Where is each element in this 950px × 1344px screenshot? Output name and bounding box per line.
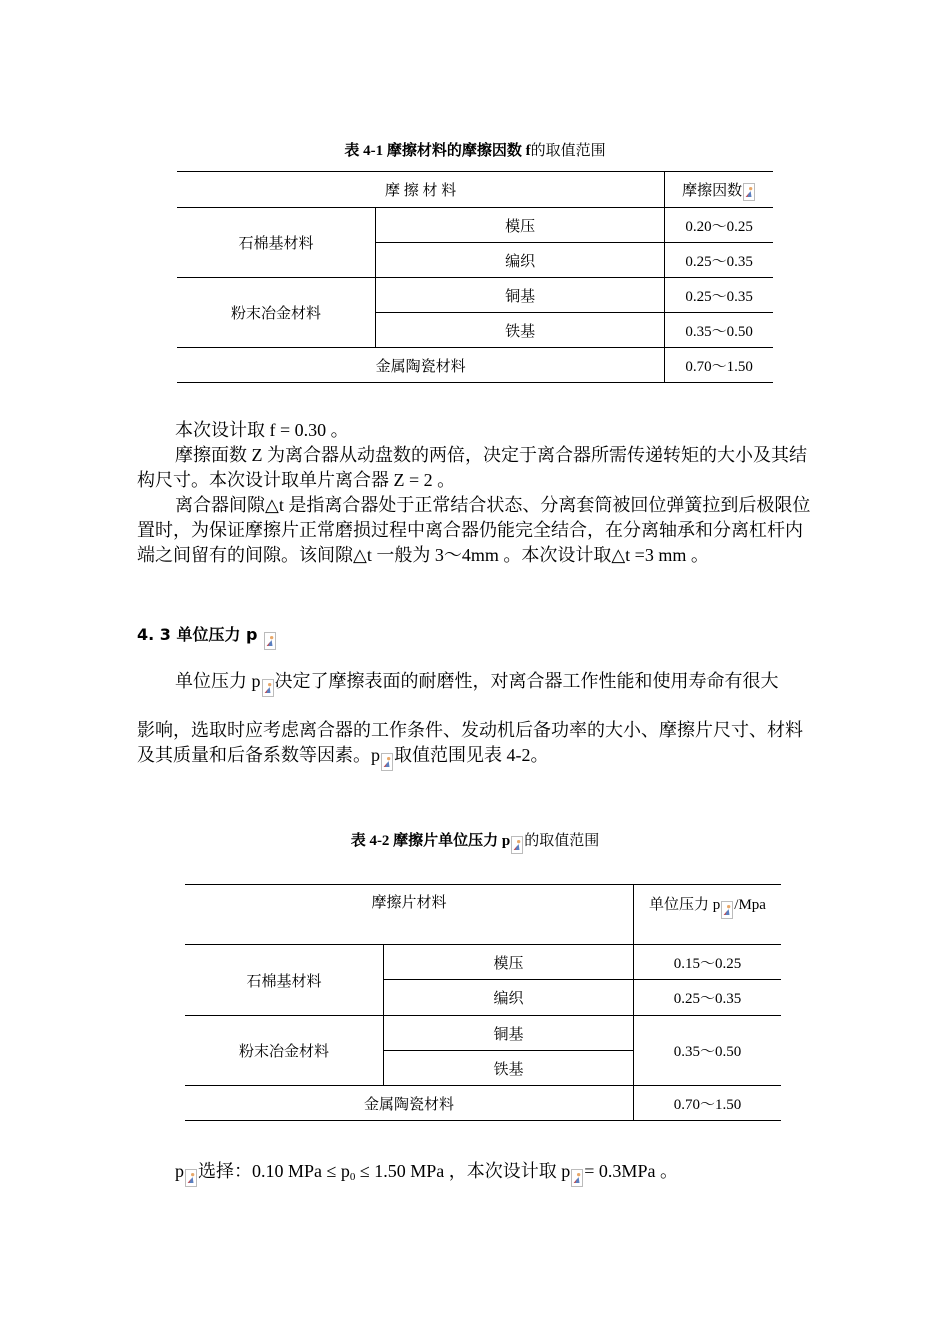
paragraph-clutch-gap: 离合器间隙△t 是指离合器处于正常结合状态、分离套筒被回位弹簧拉到后极限位置时，为保证摩擦片正常磨损过程中离合器仍能完全结合，在分离轴承和分离杠杆内端之间留有的间隙。该间隙△t 一般为 3～4mm 。本次设计取△t =3 mm 。 [137,495,811,565]
table1-value-woven: 0.25～0.35 [665,243,773,278]
table2-group-asbestos: 石棉基材料 [185,945,384,1016]
table1-value-copper: 0.25～0.35 [665,278,773,313]
table1-caption-rest: 的取值范围 [530,143,606,159]
table1-caption [175,139,775,160]
table2-caption-bold: 表 4-2 摩擦片单位压力 p [350,833,511,849]
broken-image-icon [381,753,393,771]
table1-material-cermet: 金属陶瓷材料 [177,348,665,383]
table2-value-molded: 0.15～0.25 [633,945,781,980]
paragraph-pressure-2: 影响，选取时应考虑离合器的工作条件、发动机后备功率的大小、摩擦片尺寸、材料及其质量和后备系数等因素。p 取值范围见表 4-2。 [137,718,817,771]
table1-value-cermet: 0.70～1.50 [665,348,773,383]
table2-header-pressure: 单位压力 p /Mpa [633,885,781,945]
table2-value-woven: 0.25～0.35 [633,980,781,1016]
table2-material-cermet: 金属陶瓷材料 [185,1086,633,1121]
broken-image-icon [721,901,733,919]
table1-header-material: 摩 擦 材 料 [177,172,665,208]
table1-type-iron: 铁基 [376,313,665,348]
paragraph-p0-choice: p 选择：0.10 MPa ≤ $p_0 \le 1.50$ MPa ，本次设计取 p = 0.3MPa 。 [175,1159,855,1190]
paragraph-friction-faces: 摩擦面数 Z 为离合器从动盘数的两倍，决定于离合器所需传递转矩的大小及其结构尺寸。本次设计取单片离合器 Z = 2 。 [137,445,807,490]
paragraph-pressure-1: 单位压力 p 决定了摩擦表面的耐磨性，对离合器工作性能和使用寿命有很大 [137,669,817,697]
table2-type-iron: 铁基 [384,1051,634,1086]
table2-type-copper: 铜基 [384,1016,634,1051]
table2-group-powder: 粉末冶金材料 [185,1016,384,1086]
broken-image-icon [185,1169,197,1187]
table1-type-copper: 铜基 [376,278,665,313]
paragraph-f-choice: 本次设计取 f = 0.30 。 [175,420,349,440]
table2-header-material: 摩擦片材料 [185,885,633,945]
table1-value-molded: 0.20～0.25 [665,208,773,243]
section-heading: 4. 3 单位压力 p [137,622,277,650]
table2-value-cermet: 0.70～1.50 [633,1086,781,1121]
table-4-1 [177,171,773,383]
table2-type-woven: 编织 [384,980,634,1016]
table1-group-powder: 粉末冶金材料 [177,278,376,348]
table1-type-woven: 编织 [376,243,665,278]
table-4-2 [185,884,781,1121]
table1-caption-bold: 表 4-1 摩擦材料的摩擦因数 f [344,143,531,159]
table1-group-asbestos: 石棉基材料 [177,208,376,278]
table2-caption-rest: 的取值范围 [524,833,600,849]
table2-caption [175,829,775,854]
table1-value-iron: 0.35～0.50 [665,313,773,348]
broken-image-icon [743,183,755,201]
table1-header-coef: 摩擦因数 [665,172,773,208]
table2-value-powder: 0.35～0.50 [633,1016,781,1086]
table1-type-molded: 模压 [376,208,665,243]
broken-image-icon [571,1169,583,1187]
broken-image-icon [511,836,523,854]
table2-type-molded: 模压 [384,945,634,980]
broken-image-icon [262,679,274,697]
broken-image-icon [264,632,276,650]
